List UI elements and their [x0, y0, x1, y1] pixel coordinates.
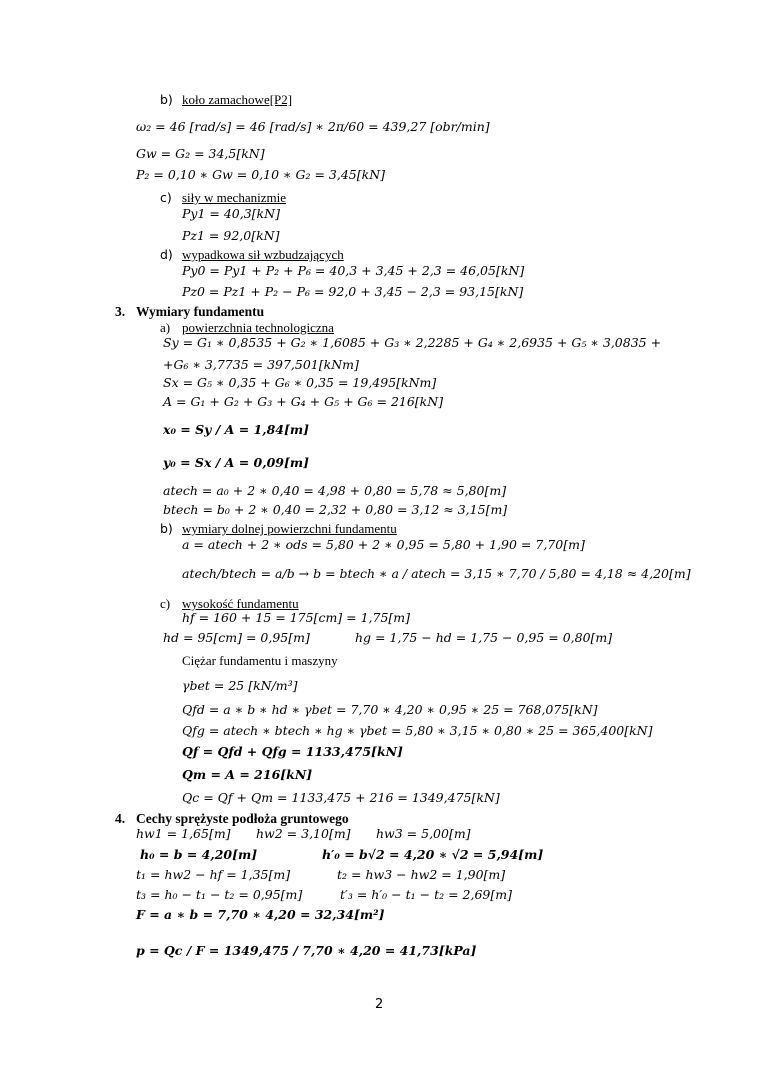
- equation-pz0: Pz0 = Pz1 + P₂ − P₆ = 92,0 + 3,45 − 2,3 = 93,15[kN]: [182, 284, 524, 299]
- equation-h0-prime: h′₀ = b√2 = 4,20 ∗ √2 = 5,94[m]: [322, 847, 544, 862]
- equation-t2: t₂ = hw3 − hw2 = 1,90[m]: [337, 867, 506, 882]
- equation-sx: Sx = G₅ ∗ 0,35 + G₆ ∗ 0,35 = 19,495[kNm]: [163, 375, 437, 390]
- subsection-title: wymiary dolnej powierzchni fundamentu: [182, 521, 397, 536]
- subsection-title: wysokość fundamentu: [182, 596, 299, 611]
- equation-gw: Gw = G₂ = 34,5[kN]: [136, 146, 265, 161]
- equation-a: A = G₁ + G₂ + G₃ + G₄ + G₅ + G₆ = 216[kN]: [163, 394, 444, 409]
- item-label: d): [160, 247, 173, 262]
- equation-py1: Py1 = 40,3[kN]: [182, 206, 280, 221]
- equation-y0: y₀ = Sx / A = 0,09[m]: [163, 455, 310, 470]
- equation-omega: ω₂ = 46 [rad/s] = 46 [rad/s] ∗ 2π/60 = 439,27 [obr/min]: [136, 119, 490, 134]
- equation-pz1: Pz1 = 92,0[kN]: [182, 228, 280, 243]
- equation-hd: hd = 95[cm] = 0,95[m]: [163, 630, 310, 645]
- equation-t3-prime: t′₃ = h′₀ − t₁ − t₂ = 2,69[m]: [340, 887, 512, 902]
- item-label: a): [160, 320, 171, 335]
- item-label: c): [160, 596, 171, 611]
- item-label: b): [160, 521, 173, 536]
- subsection-title: powierzchnia technologiczna: [182, 320, 334, 335]
- equation-hg: hg = 1,75 − hd = 1,75 − 0,95 = 0,80[m]: [355, 630, 613, 645]
- equation-hf: hf = 160 + 15 = 175[cm] = 1,75[m]: [182, 610, 411, 625]
- paragraph-title: Ciężar fundamentu i maszyny: [182, 653, 338, 668]
- equation-qfd: Qfd = a ∗ b ∗ hd ∗ γbet = 7,70 ∗ 4,20 ∗ 0,95 ∗ 25 = 768,075[kN]: [182, 702, 598, 717]
- equation-b-dim: atech/btech = a/b → b = btech ∗ a / atech = 3,15 ∗ 7,70 / 5,80 = 4,18 ≈ 4,20[m]: [182, 566, 691, 581]
- equation-py0: Py0 = Py1 + P₂ + P₆ = 40,3 + 3,45 + 2,3 = 46,05[kN]: [182, 263, 525, 278]
- equation-qm: Qm = A = 216[kN]: [182, 767, 313, 782]
- equation-sy-cont: +G₆ ∗ 3,7735 = 397,501[kNm]: [163, 357, 359, 372]
- section-number: 3.: [115, 304, 126, 319]
- equation-atech: atech = a₀ + 2 ∗ 0,40 = 4,98 + 0,80 = 5,78 ≈ 5,80[m]: [163, 483, 507, 498]
- equation-sy: Sy = G₁ ∗ 0,8535 + G₂ ∗ 1,6085 + G₃ ∗ 2,2285 + G₄ ∗ 2,6935 + G₅ ∗ 3,0835 +: [163, 335, 662, 350]
- section-title: Wymiary fundamentu: [136, 304, 265, 319]
- item-label: b): [160, 92, 173, 107]
- equation-p: p = Qc / F = 1349,475 / 7,70 ∗ 4,20 = 41,73[kPa]: [136, 943, 477, 958]
- equation-btech: btech = b₀ + 2 ∗ 0,40 = 2,32 + 0,80 = 3,12 ≈ 3,15[m]: [163, 502, 508, 517]
- equation-gamma: γbet = 25 [kN/m³]: [182, 678, 298, 693]
- subsection-title: koło zamachowe[P2]: [182, 92, 293, 107]
- equation-hw3: hw3 = 5,00[m]: [376, 826, 471, 841]
- section-title: Cechy sprężyste podłoża gruntowego: [136, 811, 349, 826]
- item-label: c): [160, 190, 172, 205]
- equation-t1: t₁ = hw2 − hf = 1,35[m]: [136, 867, 291, 882]
- equation-h0: h₀ = b = 4,20[m]: [140, 847, 258, 862]
- subsection-title: siły w mechanizmie: [182, 190, 286, 205]
- equation-p2: P₂ = 0,10 ∗ Gw = 0,10 ∗ G₂ = 3,45[kN]: [136, 167, 386, 182]
- equation-qf: Qf = Qfd + Qfg = 1133,475[kN]: [182, 744, 403, 759]
- equation-qc: Qc = Qf + Qm = 1133,475 + 216 = 1349,475[kN]: [182, 790, 500, 805]
- equation-hw1: hw1 = 1,65[m]: [136, 826, 231, 841]
- equation-hw2: hw2 = 3,10[m]: [256, 826, 351, 841]
- equation-a-dim: a = atech + 2 ∗ ods = 5,80 + 2 ∗ 0,95 = 5,80 + 1,90 = 7,70[m]: [182, 537, 585, 552]
- equation-x0: x₀ = Sy / A = 1,84[m]: [163, 422, 310, 437]
- subsection-title: wypadkowa sił wzbudzających: [182, 247, 344, 262]
- equation-f: F = a ∗ b = 7,70 ∗ 4,20 = 32,34[m²]: [136, 907, 385, 922]
- page-number: 2: [375, 997, 384, 1012]
- equation-qfg: Qfg = atech ∗ btech ∗ hg ∗ γbet = 5,80 ∗ 3,15 ∗ 0,80 ∗ 25 = 365,400[kN]: [182, 723, 653, 738]
- section-number: 4.: [115, 811, 126, 826]
- equation-t3: t₃ = h₀ − t₁ − t₂ = 0,95[m]: [136, 887, 303, 902]
